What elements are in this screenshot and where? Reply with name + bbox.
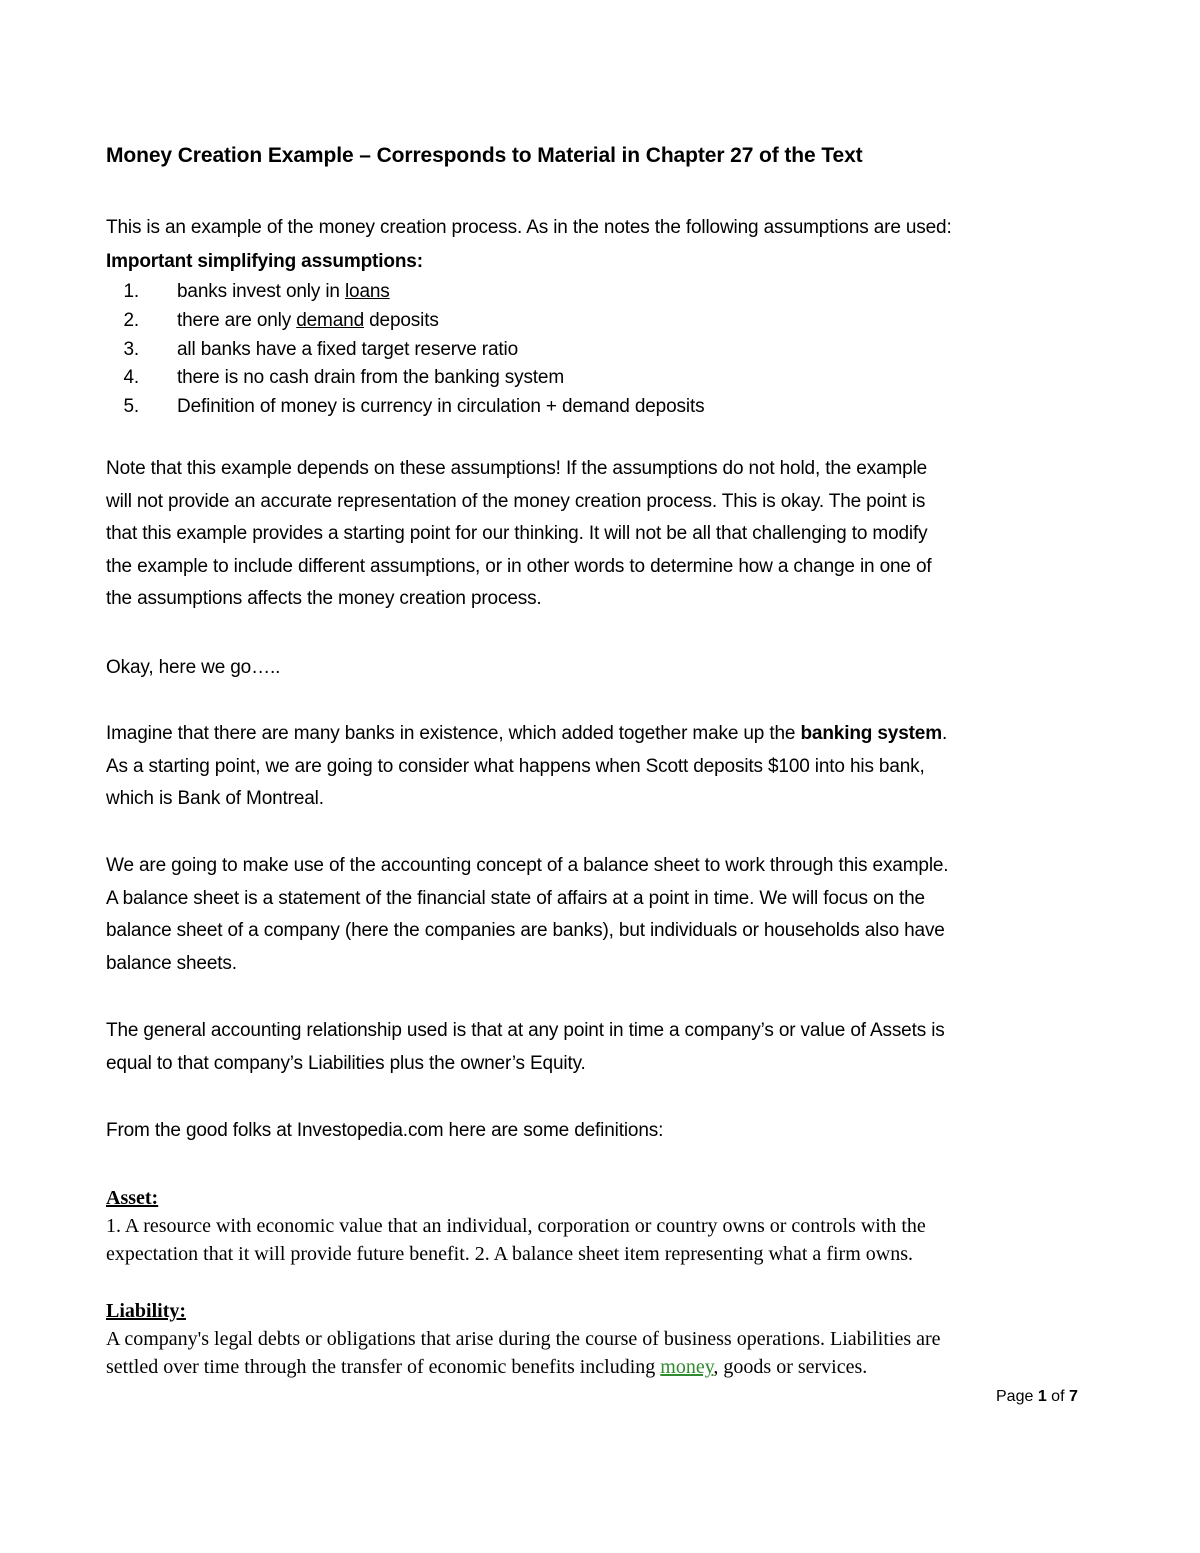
okay-paragraph: Okay, here we go….. <box>106 657 281 678</box>
general-relationship-paragraph: The general accounting relationship used is that at any point in time a company’s or value of Assets is equal to that company’s Liabilities plus the owner’s Equity. <box>106 1020 945 1074</box>
liability-text: A company's legal debts or obligations that arise during the course of business operations. Liabilities are settled over time through the transfer of economic benefits including money, goods or services. <box>106 1328 941 1378</box>
list-number: 4. <box>123 367 139 389</box>
assumptions-list <box>106 278 704 422</box>
list-item: 4. there is no cash drain from the banking system <box>106 364 704 393</box>
document-title: Money Creation Example – Corresponds to Material in Chapter 27 of the Text <box>106 144 863 167</box>
underlined-term: loans <box>344 281 390 302</box>
asset-definition <box>106 1184 1096 1268</box>
list-number: 2. <box>123 309 139 331</box>
note-paragraph: Note that this example depends on these assumptions! If the assumptions do not hold, the example will not provide an accurate representation of the money creation process. This is okay. The point is that this example provides a starting point for our thinking. It will not be all that challenging to modify the example to include different assumptions, or in other words to determine how a change in one of the assumptions affects the money creation process. <box>106 458 932 610</box>
asset-text: 1. A resource with economic value that an individual, corporation or country owns or controls with the expectation that it will provide future benefit. 2. A balance sheet item representing what a firm owns. <box>106 1215 926 1265</box>
liability-heading: Liability: <box>106 1300 187 1322</box>
list-number: 5. <box>123 396 139 418</box>
liability-definition <box>106 1297 1096 1381</box>
total-pages: 7 <box>1068 1388 1078 1405</box>
underlined-term: demand <box>296 309 364 331</box>
imagine-paragraph: Imagine that there are many banks in existence, which added together make up the banking system. As a starting point, we are going to consider what happens when Scott deposits $100 into his bank, which is Bank of Montreal. <box>106 723 948 810</box>
balance-sheet-paragraph: We are going to make use of the accounting concept of a balance sheet to work through this example. A balance sheet is a statement of the financial state of affairs at a point in time. We will focus on the balance sheet of a company (here the companies are banks), but individuals or households also have balance sheets. <box>106 855 949 974</box>
intro-paragraph <box>106 212 1096 245</box>
investopedia-paragraph: From the good folks at Investopedia.com here are some definitions: <box>106 1120 664 1141</box>
list-item: 1. banks invest only in loans <box>106 278 704 307</box>
page-number: Page 1 of 7 <box>996 1388 1078 1405</box>
asset-heading: Asset: <box>106 1187 159 1209</box>
list-item: 3. all banks have a fixed target reserve ratio <box>106 336 704 365</box>
list-item: 5. Definition of money is currency in circulation + demand deposits <box>106 393 704 422</box>
list-item: 2. there are only demand deposits <box>106 307 704 336</box>
assumptions-heading-block <box>106 246 1096 279</box>
current-page: 1 <box>1037 1388 1047 1405</box>
list-number: 1. <box>123 281 139 302</box>
assumptions-heading: Important simplifying assumptions: <box>106 251 423 272</box>
money-link[interactable]: money <box>660 1356 714 1378</box>
list-number: 3. <box>123 338 139 360</box>
banking-system-term: banking system <box>800 723 942 744</box>
intro-line: This is an example of the money creation process. As in the notes the following assumptions are used: <box>106 217 952 238</box>
